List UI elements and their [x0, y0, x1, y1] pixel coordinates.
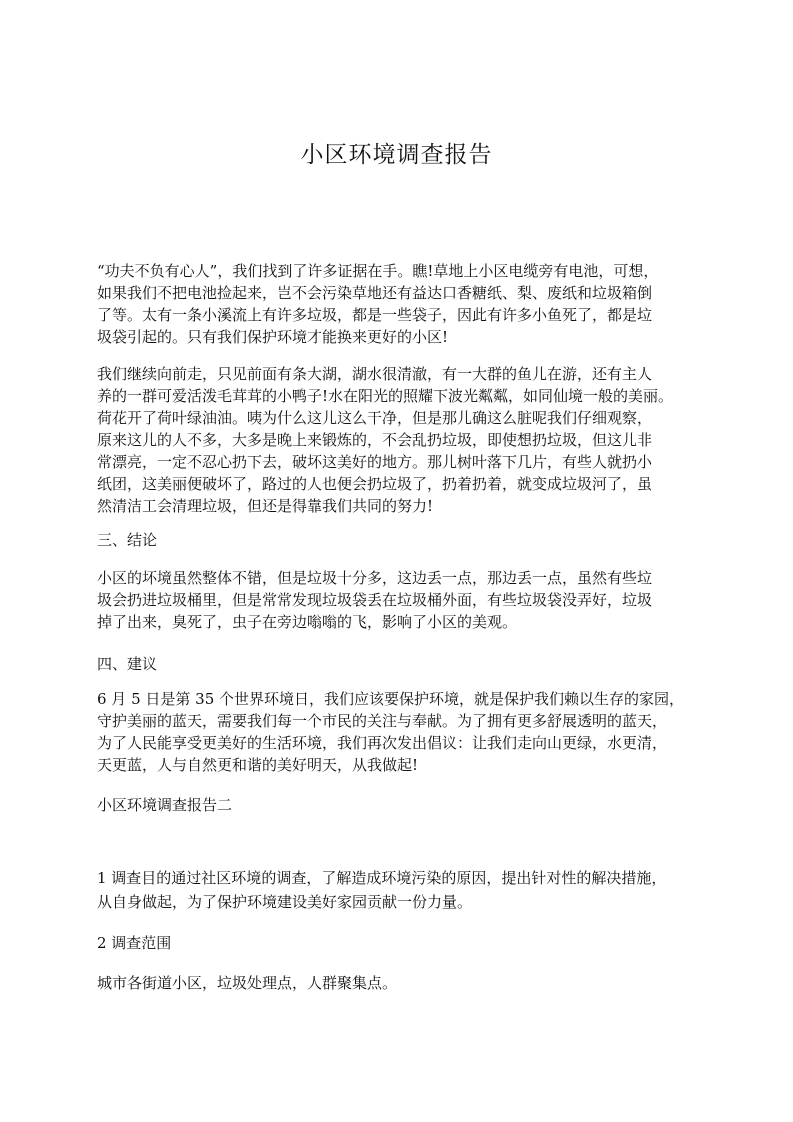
text-line: 1 调查目的通过社区环境的调查，了解造成环境污染的原因，提出针对性的解决措施，	[97, 869, 667, 887]
text-line: 荷花开了荷叶绿油油。咦为什么这儿这么干净，但是那儿确这么脏呢我们仔细观察，	[97, 409, 653, 427]
heading-text: 三、结论	[97, 531, 158, 549]
text-line: 圾袋引起的。只有我们保护环境才能换来更好的小区!	[97, 328, 449, 346]
text-line: 6 月 5 日是第 35 个世界环境日，我们应该要保护环境，就是保护我们赖以生存的家园，	[97, 690, 685, 708]
paragraph-purpose	[97, 866, 697, 914]
section-heading-conclusion	[97, 529, 697, 551]
text-line: 养的一群可爱活泼毛茸茸的小鸭子!水在阳光的照耀下波光粼粼，如同仙境一般的美丽。	[97, 387, 674, 405]
text-line: 圾会扔进垃圾桶里，但是常常发现垃圾袋丢在垃圾桶外面，有些垃圾袋没弄好，垃圾	[97, 591, 653, 609]
paragraph-conclusion	[97, 567, 697, 633]
text-line: 小区的坏境虽然整体不错，但是垃圾十分多，这边丢一点，那边丢一点，虽然有些垃	[97, 569, 653, 587]
text-line: 纸团，这美丽便破坏了，路过的人也便会扔垃圾了，扔着扔着，就变成垃圾河了，虽	[97, 475, 653, 493]
paragraph-scope	[97, 972, 697, 994]
document-title: 小区环境调查报告	[300, 142, 493, 168]
paragraph-evidence	[97, 260, 697, 348]
text-line: 常漂亮，一定不忍心扔下去，破坏这美好的地方。那儿树叶落下几片，有些人就扔小	[97, 453, 653, 471]
paragraph-suggestions	[97, 688, 697, 776]
text-line: 如果我们不把电池捡起来，岂不会污染草地还有益达口香糖纸、梨、废纸和垃圾箱倒	[97, 284, 653, 302]
text-line: 然清洁工会清理垃圾，但还是得靠我们共同的努力!	[97, 497, 434, 515]
heading-text: 2 调查范围	[97, 934, 172, 952]
text-line: 掉了出来，臭死了，虫子在旁边嗡嗡的飞，影响了小区的美观。	[97, 613, 518, 631]
paragraph-lake	[97, 363, 697, 517]
text-line: 了等。太有一条小溪流上有许多垃圾，都是一些袋子，因此有许多小鱼死了，都是垃	[97, 306, 653, 324]
text-line: 我们继续向前走，只见前面有条大湖，湖水很清澈，有一大群的鱼儿在游，还有主人	[97, 365, 653, 383]
section-heading-scope	[97, 932, 697, 954]
section-heading-suggestions	[97, 653, 697, 675]
text-line: 为了人民能享受更美好的生活环境，我们再次发出倡议：让我们走向山更绿，水更清，	[97, 734, 668, 752]
text-line: 从自身做起，为了保护环境建设美好家园贡献一份力量。	[97, 893, 473, 911]
text-line: “功夫不负有心人”，我们找到了许多证据在手。瞧!草地上小区电缆旁有电池，可想，	[97, 262, 659, 280]
heading-text: 四、建议	[97, 655, 158, 673]
text-line: 城市各街道小区，垃圾处理点，人群聚集点。	[97, 974, 398, 992]
text-line: 守护美丽的蓝天，需要我们每一个市民的关注与奉献。为了拥有更多舒展透明的蓝天，	[97, 712, 668, 730]
text-line: 原来这儿的人不多，大多是晚上来锻炼的，不会乱扔垃圾，即使想扔垃圾，但这儿非	[97, 431, 653, 449]
section-heading-report-two	[97, 794, 697, 816]
heading-text: 小区环境调查报告二	[97, 796, 233, 814]
text-line: 天更蓝，人与自然更和谐的美好明天，从我做起!	[97, 756, 419, 774]
